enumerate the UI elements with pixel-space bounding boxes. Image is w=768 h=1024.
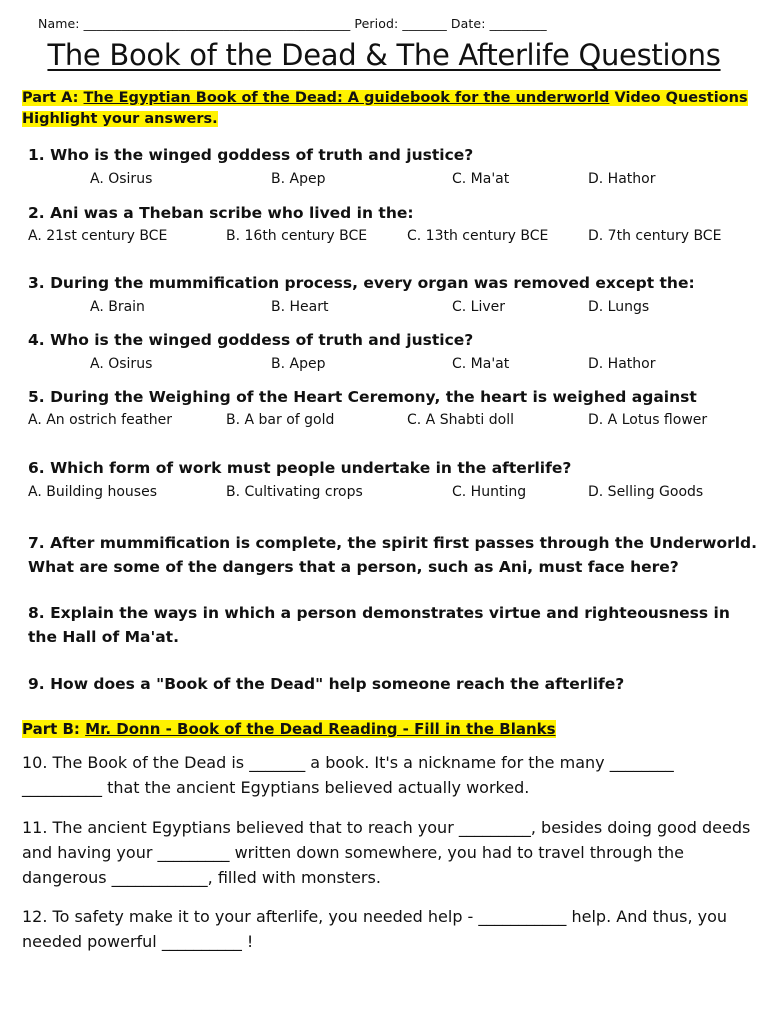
option[interactable]: A. Building houses [28,484,157,500]
part-b-label: Part B: [22,720,80,738]
fill-blank-11: 11. The ancient Egyptians believed that to reach your _________, besides doing good deeds and having your _________ written down somewhere, you had to travel through the dangerous ____________, filled with monsters. [22,818,751,887]
question-4: 4. Who is the winged goddess of truth and justice? [28,331,474,349]
question-6-options [0,484,768,504]
option[interactable]: B. Heart [271,299,329,315]
option[interactable]: C. Hunting [452,484,527,500]
option[interactable]: C. 13th century BCE [407,228,549,244]
option[interactable]: B. Apep [271,171,326,187]
option[interactable]: B. Apep [271,356,326,372]
option[interactable]: C. Liver [452,299,506,315]
fill-blank-12: 12. To safety make it to your afterlife, you needed help - ___________ help. And thus, you needed powerful __________ ! [22,907,728,951]
fill-blank-10: 10. The Book of the Dead is _______ a book. It's a nickname for the many ________ __________ that the ancient Egyptians believed actually worked. [22,753,674,797]
question-2-options [0,228,768,248]
option[interactable]: D. Hathor [588,171,656,187]
option[interactable]: A. 21st century BCE [28,228,168,244]
part-a-heading [22,88,748,130]
question-4-options [0,356,768,376]
question-3: 3. During the mummification process, every organ was removed except the: [28,274,695,292]
option[interactable]: D. Selling Goods [588,484,704,500]
question-9: 9. How does a "Book of the Dead" help someone reach the afterlife? [28,675,625,693]
part-a-instruction: Highlight your answers. [22,111,218,127]
option[interactable]: C. Ma'at [452,356,510,372]
question-6: 6. Which form of work must people undertake in the afterlife? [28,459,572,477]
option[interactable]: D. A Lotus flower [588,412,708,428]
option[interactable]: B. Cultivating crops [226,484,363,500]
question-5: 5. During the Weighing of the Heart Ceremony, the heart is weighed against [28,388,697,406]
option[interactable]: A. Osirus [90,356,153,372]
option[interactable]: C. A Shabti doll [407,412,514,428]
option[interactable]: A. An ostrich feather [28,412,172,428]
part-a-label: Part A: [22,90,79,106]
option[interactable]: D. 7th century BCE [588,228,722,244]
question-1-options [0,171,768,191]
option[interactable]: D. Lungs [588,299,650,315]
question-5-options [0,412,768,432]
option[interactable]: B. 16th century BCE [226,228,368,244]
option[interactable]: D. Hathor [588,356,656,372]
part-a-video-link[interactable]: The Egyptian Book of the Dead: A guidebook for the underworld [83,90,610,106]
part-b-reading-link[interactable]: Mr. Donn - Book of the Dead Reading - Fill in the Blanks [85,720,556,738]
option[interactable]: B. A bar of gold [226,412,335,428]
question-3-options [0,299,768,319]
option[interactable]: A. Brain [90,299,145,315]
part-a-suffix: Video Questions [614,90,748,106]
name-period-date-line: Name: __________________________________________ Period: _______ Date: _________ [38,16,547,31]
page-title: The Book of the Dead & The Afterlife Questions [47,38,721,72]
option[interactable]: C. Ma'at [452,171,510,187]
part-b-heading [22,720,556,738]
question-8: 8. Explain the ways in which a person demonstrates virtue and righteousness in the Hall of Ma'at. [28,604,730,646]
question-2: 2. Ani was a Theban scribe who lived in the: [28,204,414,222]
question-1: 1. Who is the winged goddess of truth and justice? [28,146,474,164]
question-7: 7. After mummification is complete, the spirit first passes through the Underworld. What are some of the dangers that a person, such as Ani, must face here? [28,534,758,576]
option[interactable]: A. Osirus [90,171,153,187]
